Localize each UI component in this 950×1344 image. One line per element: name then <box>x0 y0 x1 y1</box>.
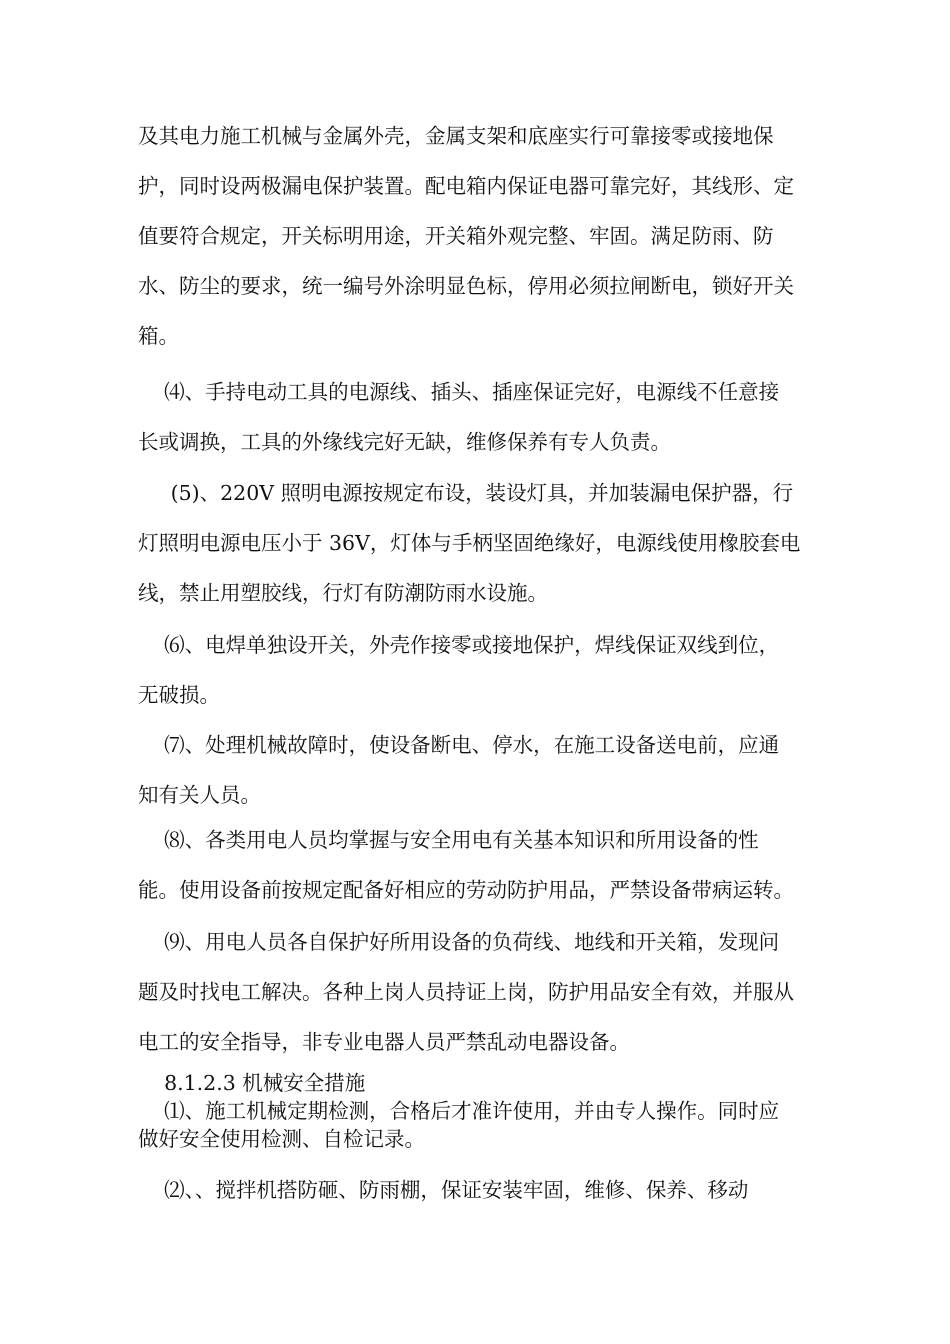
paragraph-item-6 <box>138 620 828 720</box>
text-line: 做好安全使用检测、自检记录。 <box>138 1127 425 1151</box>
text-line: 无破损。 <box>138 683 220 707</box>
paragraph-item-9 <box>138 917 828 1067</box>
text-line: ⑺、处理机械故障时，使设备断电、停水，在施工设备送电前，应通 <box>138 733 780 757</box>
paragraph-item-7 <box>138 720 828 820</box>
text-line: ⑻、各类用电人员均掌握与安全用电有关基本知识和所用设备的性 <box>138 828 759 852</box>
paragraph-item-8 <box>138 815 828 915</box>
text-line: ⑷、手持电动工具的电源线、插头、插座保证完好，电源线不任意接 <box>138 380 780 404</box>
text-line: 灯照明电源电压小于 36V，灯体与手柄坚固绝缘好，电源线使用橡胶套电 <box>138 531 801 555</box>
text-line: 电工的安全指导，非专业电器人员严禁乱动电器设备。 <box>138 1030 630 1054</box>
text-line: 护，同时设两极漏电保护装置。配电箱内保证电器可靠完好，其线形、定 <box>138 174 794 198</box>
text-line: 知有关人员。 <box>138 783 261 807</box>
text-line: ⑵、、搅拌机搭防砸、防雨棚，保证安装牢固，维修、保养、移动 <box>138 1178 749 1202</box>
text-line: ⑼、用电人员各自保护好所用设备的负荷线、地线和开关箱，发现问 <box>138 930 780 954</box>
section-heading: 8.1.2.3 机械安全措施 <box>138 1071 366 1095</box>
paragraph-item-2 <box>138 1165 828 1215</box>
text-line: ⑹、电焊单独设开关，外壳作接零或接地保护，焊线保证双线到位， <box>138 633 780 657</box>
paragraph-item-5 <box>138 468 828 618</box>
paragraph-item-4 <box>138 367 828 467</box>
text-line: 水、防尘的要求，统一编号外涂明显色标，停用必须拉闸断电，锁好开关 <box>138 274 794 298</box>
text-line: 长或调换，工具的外缘线完好无缺，维修保养有专人负责。 <box>138 430 671 454</box>
text-line: 线，禁止用塑胶线，行灯有防潮防雨水设施。 <box>138 581 548 605</box>
text-line: 值要符合规定，开关标明用途，开关箱外观完整、牢固。满足防雨、防 <box>138 224 774 248</box>
text-line: 能。使用设备前按规定配备好相应的劳动防护用品，严禁设备带病运转。 <box>138 878 794 902</box>
text-line: 及其电力施工机械与金属外壳，金属支架和底座实行可靠接零或接地保 <box>138 124 774 148</box>
section-machinery-safety <box>138 1069 828 1153</box>
text-line: (5)、220V 照明电源按规定布设，装设灯具，并加装漏电保护器，行 <box>138 481 794 505</box>
text-line: ⑴、施工机械定期检测，合格后才准许使用，并由专人操作。同时应 <box>138 1099 780 1123</box>
text-line: 题及时找电工解决。各种上岗人员持证上岗，防护用品安全有效，并服从 <box>138 980 794 1004</box>
text-line: 箱。 <box>138 324 179 348</box>
paragraph-intro <box>138 111 828 361</box>
